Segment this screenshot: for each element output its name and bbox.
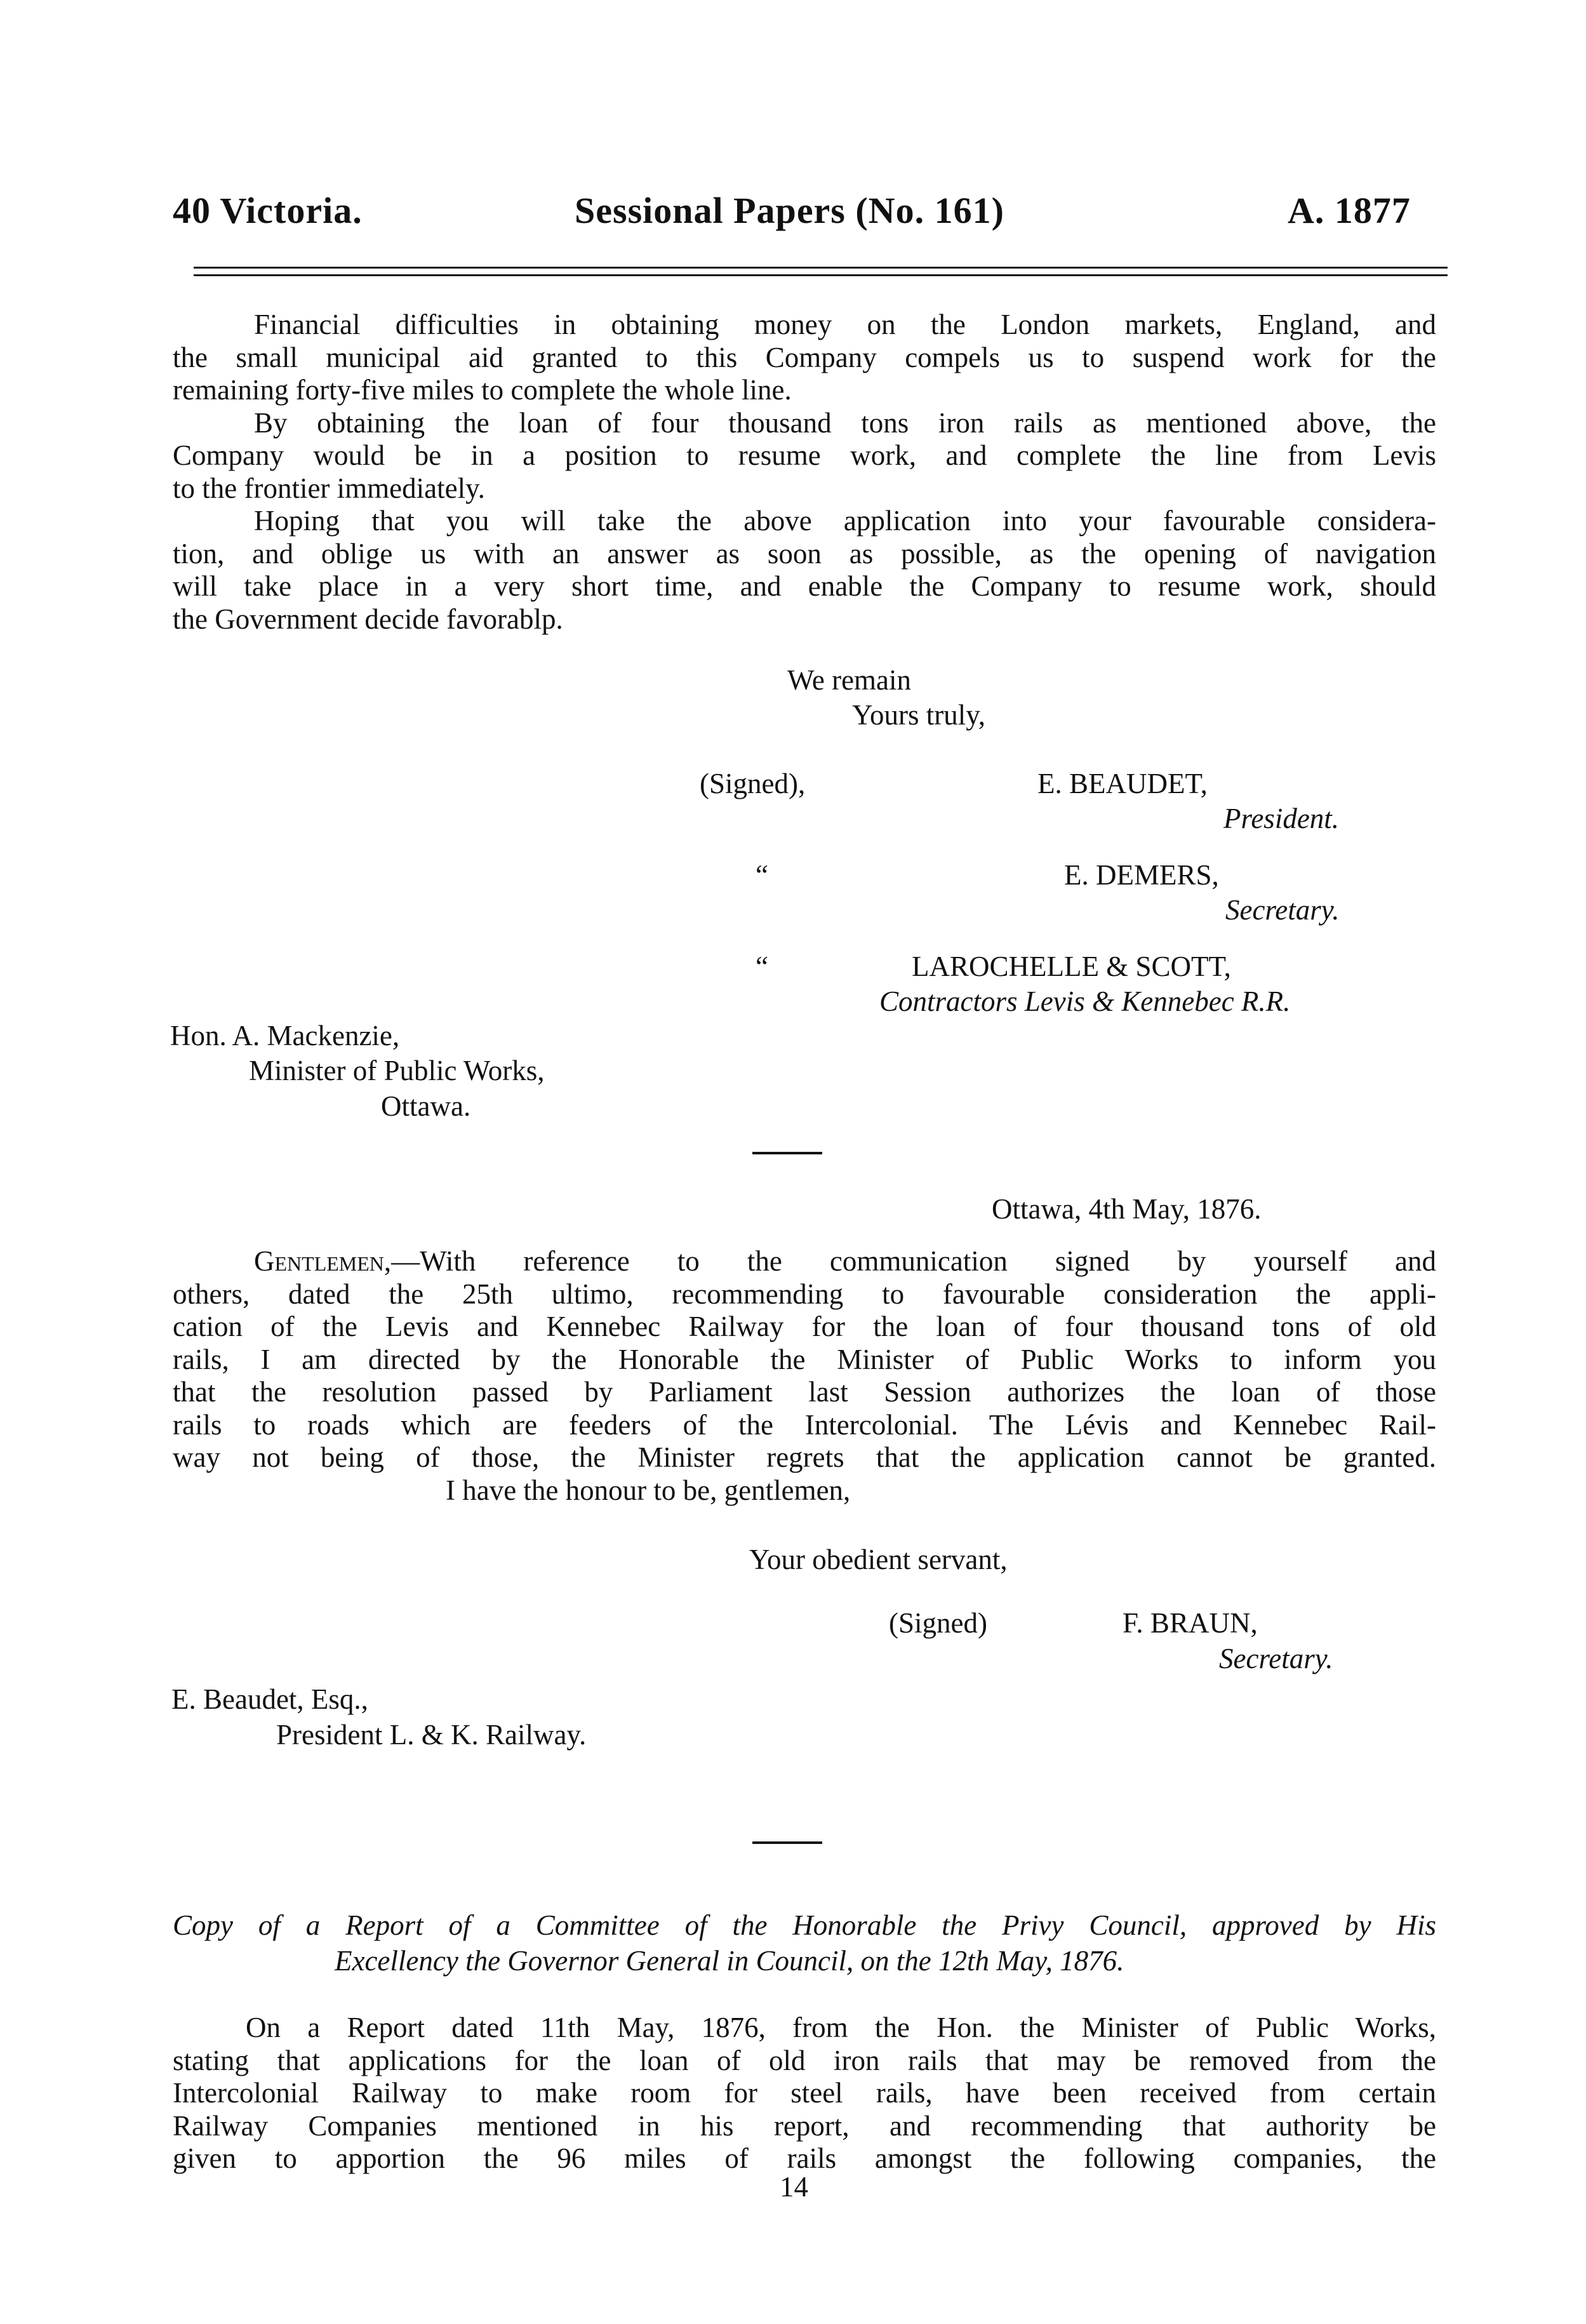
letter1-body	[173, 309, 1436, 636]
letter2-line4: rails, I am directed by the Honorable the Minister of Public Works to inform you	[173, 1343, 1436, 1375]
letter2-dateline: Ottawa, 4th May, 1876.	[992, 1193, 1262, 1225]
letter1-p1-line2: the small municipal aid granted to this Company compels us to suspend work for the	[173, 341, 1436, 373]
letter2-line7: way not being of those, the Minister regrets that the application cannot be granted.	[173, 1441, 1436, 1473]
letter2-body	[173, 1245, 1436, 1507]
letter1-p3-line4: the Government decide favorablp.	[173, 603, 563, 635]
letter1-p1-line1: Financial difficulties in obtaining money on the London markets, England, and	[254, 309, 1436, 340]
report-title-line1: Copy of a Report of a Committee of the Honorable the Privy Council, approved by His	[173, 1909, 1436, 1941]
header-center: Sessional Papers (No. 161)	[575, 190, 1004, 231]
letter1-p2-line3: to the frontier immediately.	[173, 472, 485, 504]
letter1-p3-line2: tion, and oblige us with an answer as soon as possible, as the opening of navigation	[173, 537, 1436, 570]
letter1-p3-line1: Hoping that you will take the above application into your favourable considera-	[254, 505, 1436, 537]
letter1-p2-line2: Company would be in a position to resume work, and complete the line from Levis	[173, 439, 1436, 471]
section-separator-1	[752, 1152, 822, 1154]
letter2-closing: Your obedient servant,	[749, 1544, 1008, 1575]
letter1-sig3-name: LAROCHELLE & SCOTT,	[912, 951, 1231, 982]
letter1-sig2-title: Secretary.	[1225, 894, 1340, 926]
report-body	[173, 2012, 1436, 2175]
letter1-ditto-2: “	[756, 951, 768, 982]
letter2-sig-title: Secretary.	[1219, 1643, 1333, 1674]
letter1-sig1-name: E. BEAUDET,	[1037, 768, 1208, 799]
letter2-line6: rails to roads which are feeders of the Intercolonial. The Lévis and Kennebec Rail-	[173, 1408, 1436, 1441]
letter1-closing-1: We remain	[787, 664, 912, 696]
letter1-addressee-line3: Ottawa.	[381, 1090, 471, 1122]
letter1-ditto-1: “	[756, 859, 768, 891]
header-rule-bottom	[194, 274, 1448, 276]
header-rule-top	[194, 267, 1448, 269]
letter2-addressee-line2: President L. & K. Railway.	[276, 1719, 587, 1751]
report-line4: Railway Companies mentioned in his report, and recommending that authority be	[173, 2109, 1436, 2142]
header-left: 40 Victoria.	[173, 190, 363, 231]
letter1-sig3-title: Contractors Levis & Kennebec R.R.	[879, 985, 1291, 1017]
report-line3: Intercolonial Railway to make room for steel rails, have been received from certain	[173, 2077, 1436, 2109]
letter1-addressee-line2: Minister of Public Works,	[249, 1055, 545, 1086]
report-line1: On a Report dated 11th May, 1876, from the Hon. the Minister of Public Works,	[246, 2012, 1436, 2043]
letter2-line3: cation of the Levis and Kennebec Railway for the loan of four thousand tons of old	[173, 1311, 1436, 1342]
letter2-line2: others, dated the 25th ultimo, recommending to favourable consideration the appli-	[173, 1278, 1436, 1310]
letter2-line1: Gentlemen,—With reference to the communication signed by yourself and	[254, 1245, 1436, 1277]
letter1-p3-line3: will take place in a very short time, and enable the Company to resume work, should	[173, 570, 1436, 602]
letter2-salutation: Gentlemen,	[254, 1245, 392, 1277]
letter2-sig-name: F. BRAUN,	[1123, 1607, 1258, 1639]
letter2-honour: I have the honour to be, gentlemen,	[446, 1474, 851, 1506]
letter2-addressee-name: E. Beaudet, Esq.,	[171, 1683, 368, 1715]
letter1-closing-2: Yours truly,	[852, 699, 986, 731]
report-title-line2: Excellency the Governor General in Council, on the 12th May, 1876.	[335, 1945, 1124, 1977]
letter1-sig2-name: E. DEMERS,	[1064, 859, 1219, 891]
section-separator-2	[752, 1841, 822, 1844]
letter1-signed-label: (Signed),	[700, 768, 806, 799]
report-line5: given to apportion the 96 miles of rails amongst the following companies, the	[173, 2142, 1436, 2174]
report-line2: stating that applications for the loan of old iron rails that may be removed from the	[173, 2044, 1436, 2076]
letter1-addressee-name: Hon. A. Mackenzie,	[170, 1020, 400, 1052]
letter1-sig1-title: President.	[1223, 803, 1340, 834]
header-right: A. 1877	[1288, 190, 1411, 231]
page-number: 14	[780, 2171, 808, 2203]
letter2-signed-label: (Signed)	[889, 1607, 987, 1639]
letter1-p1-line3: remaining forty-five miles to complete the whole line.	[173, 374, 792, 406]
letter2-line5: that the resolution passed by Parliament last Session authorizes the loan of those	[173, 1376, 1436, 1408]
letter1-p2-line1: By obtaining the loan of four thousand tons iron rails as mentioned above, the	[254, 406, 1436, 439]
